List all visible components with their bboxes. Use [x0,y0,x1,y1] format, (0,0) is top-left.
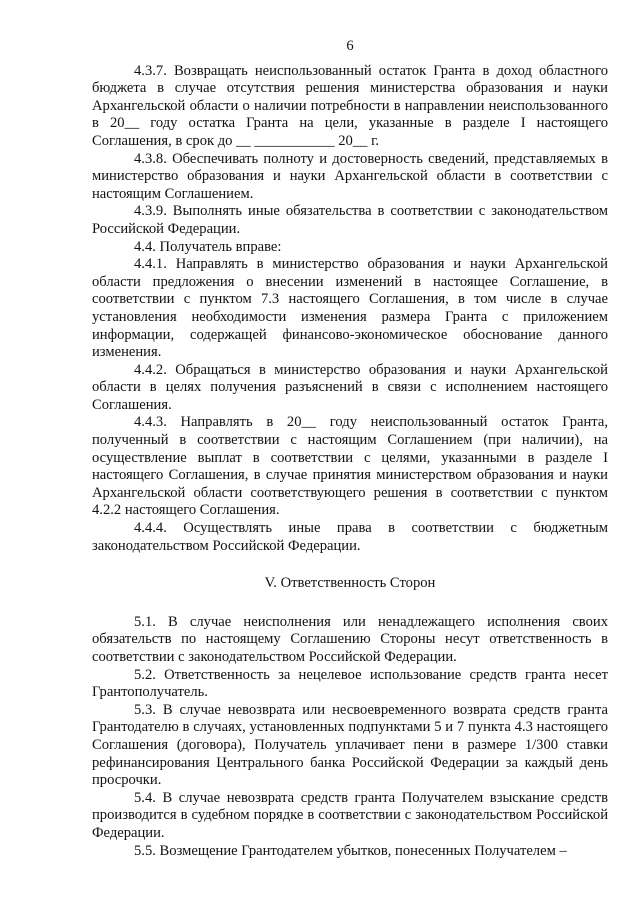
section-heading: V. Ответственность Сторон [264,575,436,592]
paragraph-4-4-1: 4.4.1. Направлять в министерство образования и науки Архангельской области предложения о внесении изменений в настоящее Соглашение, в соответствии с пунктом 7.3 настоящего Соглашения, в том числе в случае установления необходимости изменения размера Гранта с приложением информации, содержащей финансово-экономическое обоснование данного изменения. [92,256,608,361]
paragraph-4-4-3: 4.4.3. Направлять в 20__ году неиспользованный остаток Гранта, полученный в соответствии с настоящим Соглашением (при наличии), на осуществление выплат в соответствии с целями, указанными в разделе I настоящего Соглашения, в случае принятия министерством образования и науки Архангельской области соответствующего решения в соответствии с пунктом 4.2.2 настоящего Соглашения. [92,414,608,519]
paragraph-5-5: 5.5. Возмещение Грантодателем убытков, понесенных Получателем – [134,842,567,859]
paragraph-5-4: 5.4. В случае невозврата средств гранта Получателем взыскание средств производится в судебном порядке в соответствии с законодательством Российской Федерации. [92,789,608,841]
paragraph-4-3-9: 4.3.9. Выполнять иные обязательства в соответствии с законодательством Российской Федерации. [92,203,608,237]
paragraph-5-3: 5.3. В случае невозврата или несвоевременного возврата средств гранта Грантодателю в случаях, установленных подпунктами 5 и 7 пункта 4.3 настоящего Соглашения (договора), Получатель уплачивает пени в размере 1/300 ставки рефинансирования Центрального банка Российской Федерации за каждый день просрочки. [92,701,608,789]
paragraph-4-4-2: 4.4.2. Обращаться в министерство образования и науки Архангельской области в целях получения разъяснений в связи с исполнением настоящего Соглашения. [92,361,608,413]
paragraph-5-1: 5.1. В случае неисполнения или ненадлежащего исполнения своих обязательств по настоящему Соглашению Стороны несут ответственность в соответствии с законодательством Российской Федерации. [92,613,608,665]
paragraph-4-3-7: 4.3.7. Возвращать неиспользованный остаток Гранта в доход областного бюджета в случае отсутствия решения министерства образования и науки Архангельской области о наличии потребности в направлении неиспользованного в 20__ году остатка Гранта на цели, указанные в разделе I настоящего Соглашения, в срок до __ ___________ 20__ г. [92,62,608,149]
page-number: 6 [346,38,354,54]
paragraph-4-4-4: 4.4.4. Осуществлять иные права в соответствии с бюджетным законодательством Российской Федерации. [92,520,608,554]
paragraph-5-2: 5.2. Ответственность за нецелевое использование средств гранта несет Грантополучатель. [92,666,608,701]
paragraph-4-4: 4.4. Получатель вправе: [134,238,282,255]
paragraph-4-3-8: 4.3.8. Обеспечивать полноту и достоверность сведений, представляемых в министерство образования и науки Архангельской области в соответствии с настоящим Соглашением. [92,150,608,202]
